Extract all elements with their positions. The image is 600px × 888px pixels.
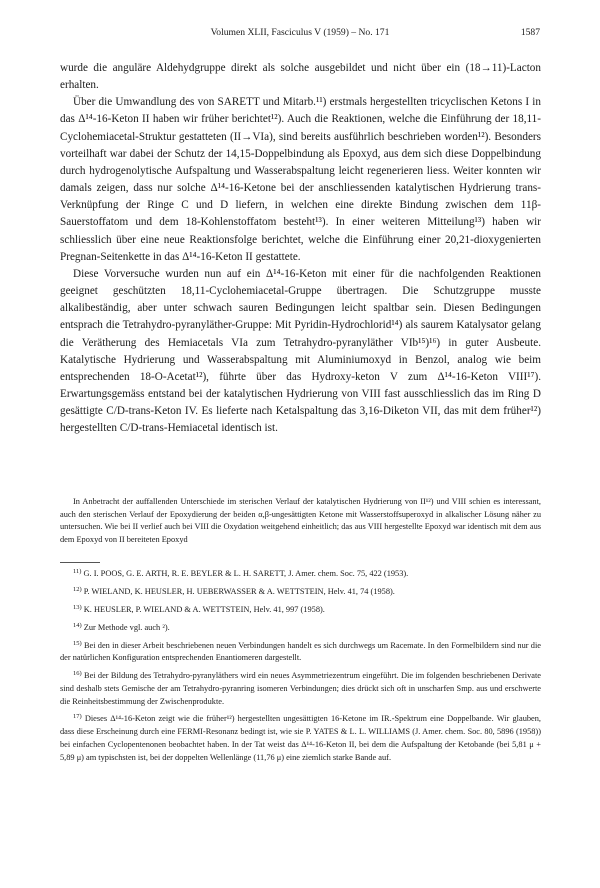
- paragraph-2: Über die Umwandlung des von SARETT und Mitarb.¹¹) erstmals hergestellten tricyclischen Ketons I in das Δ¹⁴-16-Keton II haben wir früher berichtet¹²). Auch die Reaktionen, welche die Einführung der 18,11-Cyclohemiacetal-Struktur gestatteten (II→VIa), sind bereits ausführlich beschrieben worden¹²). Besonders vorteilhaft war dabei der Schutz der 14,15-Doppelbindung als Epoxyd, aus dem sich diese Doppelbindung durch hydrogenolytische Aufspaltung und Wasserabspaltung leicht regenerieren liess. Weiter konnten wir damals zeigen, dass nur solche Δ¹⁴-16-Ketone bei der anschliessenden katalytischen Hydrierung trans-Verknüpfung der Ringe C und D liefern, in welchen eine direkte Bindung zwischen dem 11β-Sauerstoffatom und dem 18-Kohlenstoffatom besteht¹³). In einer weiteren Mitteilung¹³) haben wir schliesslich über eine neue Reaktionsfolge berichtet, welche die Einführung einer 20,21-dioxygenierten Pregnan-Seitenkette in das Δ¹⁴-16-Keton II gestattete.: [60, 96, 541, 263]
- footnote-text: K. HEUSLER, P. WIELAND & A. WETTSTEIN, Helv. 41, 997 (1958).: [83, 604, 325, 614]
- footnote-mark: 11): [73, 568, 82, 575]
- footnote-rule: [60, 562, 100, 563]
- paragraph-1: wurde die anguläre Aldehydgruppe direkt als solche ausgebildet und nicht über ein (18→11)-Lacton erhalten.: [60, 62, 541, 92]
- footnote-mark: 13): [73, 603, 82, 611]
- footnote-mark: 17): [73, 713, 82, 721]
- small-print-paragraph: [60, 496, 541, 547]
- footnote-text: Dieses Δ¹⁴-16-Keton zeigt wie die früher¹²) hergestellten ungesättigten 16-Ketone im IR.-Spektrum eine Doppelbande. Wir glauben, dass diese Erscheinung durch eine FERMI-Resonanz bedingt ist, wie sie P. YATES & L. L. WILLIAMS (J. Amer. chem. Soc. 80, 5896 (1958)) bei einfachen Cyclopentenonen beobachtet haben. In der Tat weist das Δ¹⁴-16-Keton II, bei dem die Aufspaltung der Ketobande (bei 5,81 μ + 5,89 μ) am typischsten ist, bei der doppelten Wellenlänge (11,76 μ) eine ziemlich starke Bande auf.: [60, 714, 541, 762]
- footnote-17: [60, 711, 541, 764]
- footnote-16: [60, 668, 541, 708]
- running-header: [60, 27, 540, 41]
- footnote-mark: 14): [73, 621, 82, 629]
- footnote-15: [60, 638, 541, 665]
- footnote-14: [60, 620, 541, 635]
- small-print-text: In Anbetracht der auffallenden Unterschiede im sterischen Verlauf der katalytischen Hydrierung von II¹²) und VIII schien es interessant, auch den sterischen Verlauf der Epoxydierung der beiden α,β-ungesättigten Ketone mit Wasserstoffsuperoxyd in alkalischer Lösung näher zu untersuchen. Wie bei II verlief auch bei VIII die Oxydation weitgehend einheitlich; das aus VIII hergestellte Epoxyd war identisch mit dem aus dem Epoxyd von II bereiteten Epoxyd: [60, 497, 541, 545]
- footnotes: [60, 566, 541, 767]
- paragraph-3: Diese Vorversuche wurden nun auf ein Δ¹⁴-16-Keton mit einer für die nachfolgenden Reaktionen geeignet geschützten 18,11-Cyclohemiacetal-Gruppe übertragen. Die Schutzgruppe musste alkalibeständig, aber unter schwach sauren Bedingungen leicht spaltbar sein. Diesen Bedingungen entsprach die Tetrahydro-pyranyläther-Gruppe: Mit Pyridin-Hydrochlorid¹⁴) als saurem Katalysator gelang die Verätherung des Hemiacetals VIa zum Tetrahydro-pyranyläther VIb¹⁵)¹⁶) in guter Ausbeute. Katalytische Hydrierung und Wasserabspaltung mit Aluminiumoxyd in Benzol, analog wie beim entsprechenden 18-O-Acetat¹²), führte über das Hydroxy-keton V zum Δ¹⁴-16-Keton VIII¹⁷). Erwartungsgemäss entstand bei der katalytischen Hydrierung von VIII fast ausschliesslich das im Ring D gesättigte C/D-trans-Keton IV. Es lieferte nach Ketalspaltung das 3,16-Diketon VII, das mit dem früher¹²) hergestellten C/D-trans-Hemiacetal identisch ist.: [60, 267, 541, 435]
- page-number: 1587: [520, 27, 540, 38]
- footnote-mark: 15): [73, 639, 82, 647]
- main-text: [60, 60, 541, 437]
- footnote-text: G. I. POOS, G. E. ARTH, R. E. BEYLER & L. H. SARETT, J. Amer. chem. Soc. 75, 422 (1953).: [83, 569, 409, 578]
- footnote-text: Bei der Bildung des Tetrahydro-pyranyläthers wird ein neues Asymmetriezentrum eingeführt. Die im folgenden beschriebenen Derivate sind deshalb stets Gemische der am Tetrahydro-pyranring isomeren Verbindungen; dies drückt sich oft in unscharfen Smp. aus und erschwerte die Reinheitsbestimmung der Zwischenprodukte.: [60, 671, 541, 706]
- footnote-13: [60, 602, 541, 617]
- running-title: Volumen XLII, Fasciculus V (1959) – No. 171: [210, 27, 390, 38]
- footnote-text: P. WIELAND, K. HEUSLER, H. UEBERWASSER & A. WETTSTEIN, Helv. 41, 74 (1958).: [83, 586, 395, 596]
- footnote-text: Zur Methode vgl. auch ²).: [83, 622, 170, 632]
- footnote-mark: 16): [73, 670, 82, 678]
- footnote-11: [60, 566, 541, 581]
- footnote-12: [60, 584, 541, 599]
- footnote-mark: 12): [73, 585, 82, 593]
- footnote-text: Bei den in dieser Arbeit beschriebenen neuen Verbindungen handelt es sich durchwegs um Racemate. In den Formelbildern sind nur die der natürlichen Konfiguration entsprechenden Enantiomeren dargestellt.: [60, 640, 541, 663]
